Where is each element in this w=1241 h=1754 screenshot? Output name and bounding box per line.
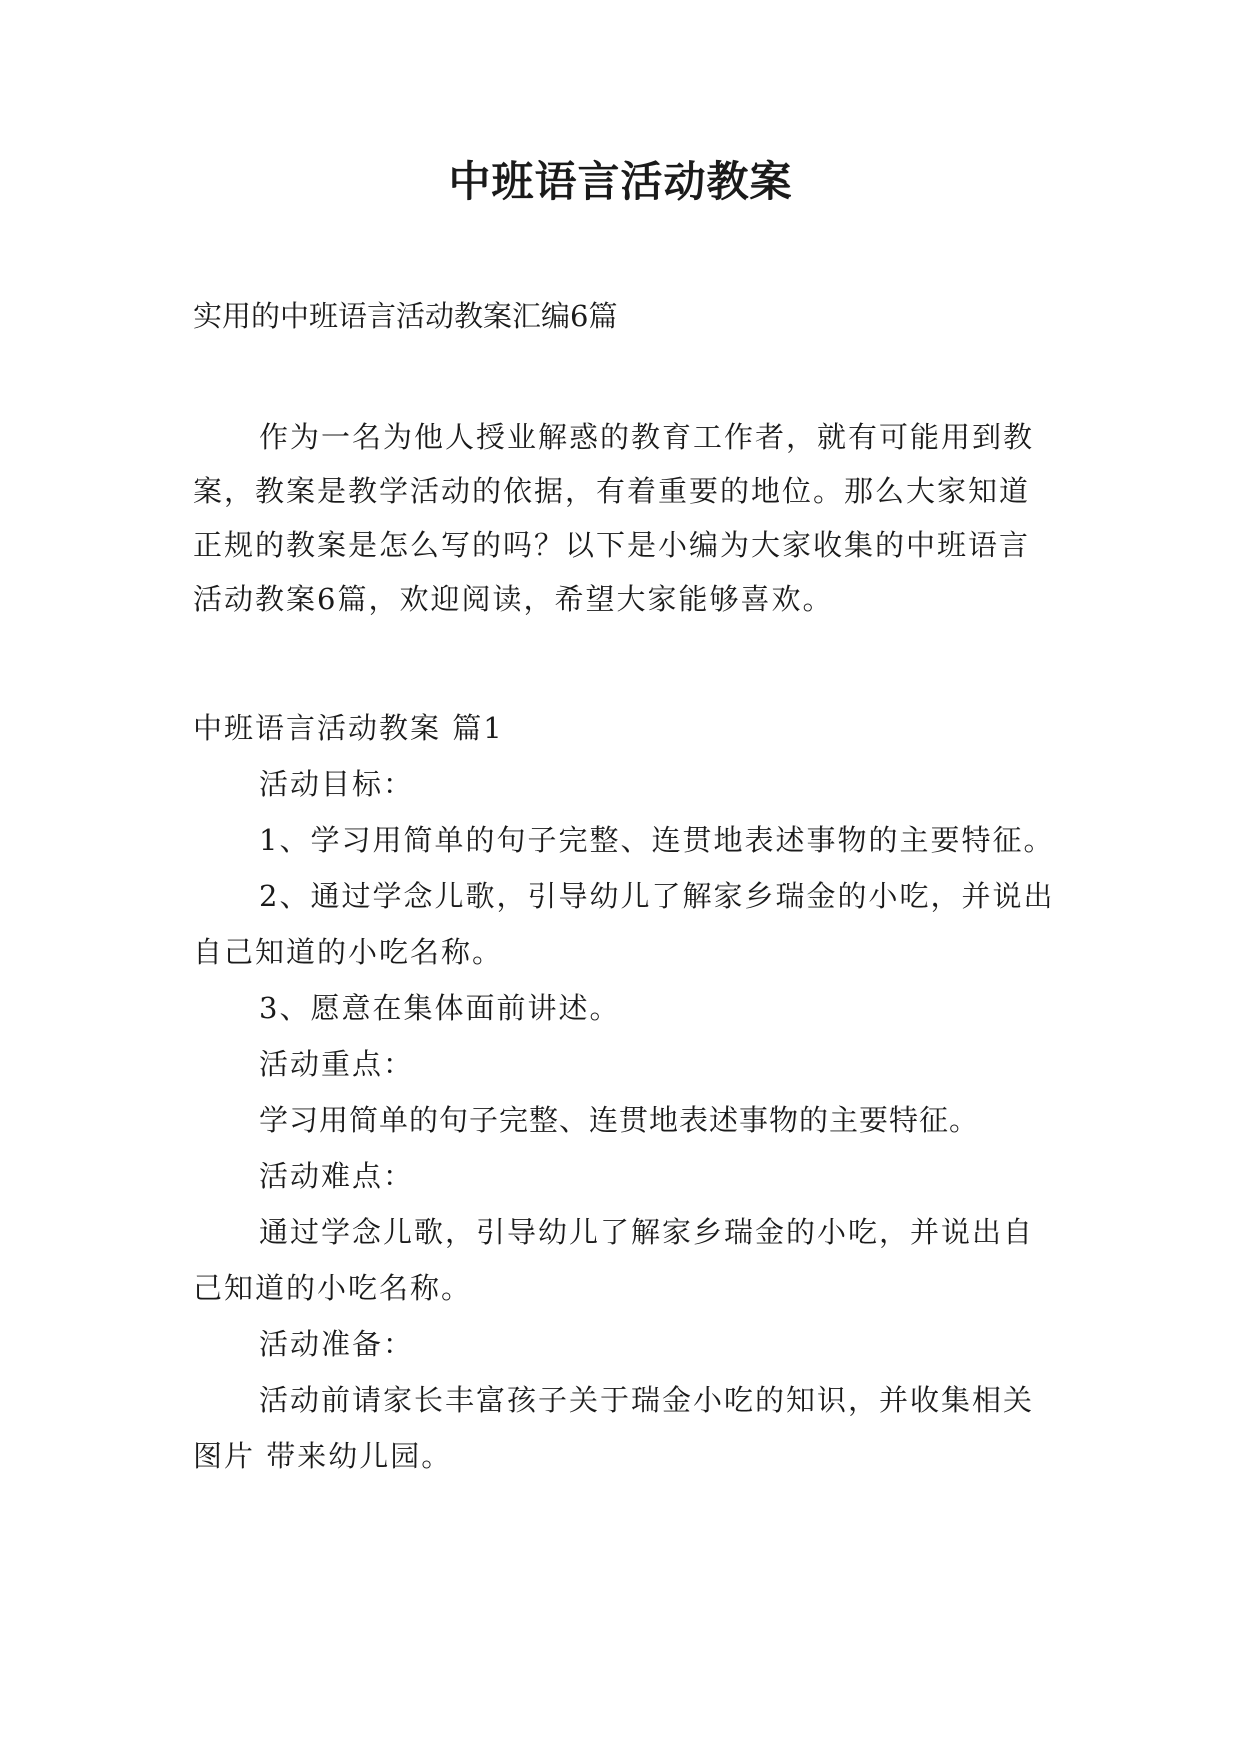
- document-title: 中班语言活动教案: [448, 157, 793, 206]
- focus-text: 学习用简单的句子完整、连贯地表述事物的主要特征。: [259, 1103, 980, 1137]
- document-subtitle: 实用的中班语言活动教案汇编6篇: [193, 299, 618, 333]
- goal-item-2: 2、通过学念儿歌，引导幼儿了解家乡瑞金的小吃，并说出自己知道的小吃名称。: [193, 879, 1055, 969]
- goal-item-1: 1、学习用简单的句子完整、连贯地表述事物的主要特征。: [259, 823, 1055, 857]
- intro-section: [193, 410, 1055, 626]
- section-heading: 中班语言活动教案 篇1: [193, 711, 504, 745]
- goals-label: 活动目标：: [259, 767, 415, 801]
- difficulty-label: 活动难点：: [259, 1159, 415, 1193]
- difficulty-text: 通过学念儿歌，引导幼儿了解家乡瑞金的小吃，并说出自己知道的小吃名称。: [193, 1215, 1035, 1305]
- focus-label: 活动重点：: [259, 1047, 415, 1081]
- lesson-section: [193, 700, 1055, 1484]
- prep-label: 活动准备：: [259, 1327, 415, 1361]
- intro-paragraph: 作为一名为他人授业解惑的教育工作者，就有可能用到教案，教案是教学活动的依据，有着重要的地位。那么大家知道正规的教案是怎么写的吗？以下是小编为大家收集的中班语言活动教案6篇，欢迎阅读，希望大家能够喜欢。: [193, 420, 1035, 616]
- prep-text: 活动前请家长丰富孩子关于瑞金小吃的知识，并收集相关图片 带来幼儿园。: [193, 1383, 1035, 1473]
- goal-item-3: 3、愿意在集体面前讲述。: [259, 991, 621, 1025]
